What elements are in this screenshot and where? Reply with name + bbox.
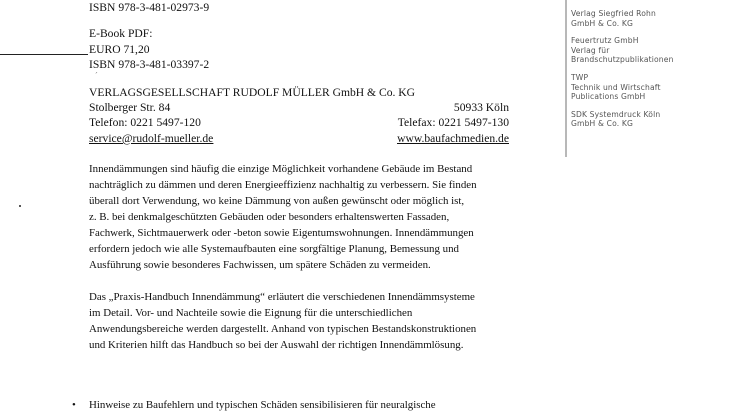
sidebar-line: GmbH & Co. KG bbox=[571, 18, 634, 28]
paragraph-line: nachträglich zu dämmen und deren Energieeffizienz nachhaltig zu verbessern. Sie finden bbox=[89, 179, 477, 192]
paragraph-line: überall dort Verwendung, wo keine Dämmung von außen gewünscht oder möglich ist, bbox=[89, 195, 465, 208]
publisher-name: VERLAGSGESELLSCHAFT RUDOLF MÜLLER GmbH & Co. KG bbox=[89, 85, 416, 99]
bullet-marker: • bbox=[72, 399, 76, 411]
sidebar-line: Verlag für bbox=[571, 45, 610, 55]
isbn-pdf: ISBN 978-3-481-03397-2 bbox=[89, 58, 210, 72]
bullet-item bbox=[72, 397, 532, 413]
publisher-city: 50933 Köln bbox=[453, 101, 509, 115]
sidebar-line: TWP bbox=[571, 72, 589, 82]
paragraph-line: erfordern jedoch wie alle Systemaufbauten eine sorgfältige Planung, Bemessung und bbox=[89, 243, 459, 256]
publisher-fax: Telefax: 0221 5497-130 bbox=[397, 116, 509, 130]
paragraph-line: Anwendungsbereiche werden dargestellt. Anhand von typischen Bestandskonstruktionen bbox=[89, 323, 477, 336]
left-margin-dot bbox=[19, 205, 21, 207]
sidebar-line: Feuertrutz GmbH bbox=[571, 36, 639, 46]
description-paragraph bbox=[89, 289, 509, 353]
publisher-street: Stolberger Str. 84 bbox=[89, 101, 171, 115]
paragraph-line: Ausführung sowie besonderes Fachwissen, um spätere Schäden zu vermeiden. bbox=[89, 259, 431, 272]
paragraph-line: Innendämmungen sind häufig die einzige Möglichkeit vorhandene Gebäude im Bestand bbox=[89, 163, 473, 176]
sidebar-entry-sdk bbox=[571, 110, 725, 129]
ebook-price: EURO 71,20 bbox=[89, 42, 150, 56]
publisher-website-link[interactable]: www.baufachmedien.de bbox=[397, 131, 509, 145]
isbn-print: ISBN 978-3-481-02973-9 bbox=[89, 1, 210, 14]
paragraph-line: im Detail. Vor- und Nachteile sowie die Eignung für die unterschiedlichen bbox=[89, 307, 413, 320]
sidebar-line: Brandschutzpublikationen bbox=[571, 55, 674, 65]
sidebar-line: Technik und Wirtschaft bbox=[571, 82, 661, 92]
paragraph-line: Fachwerk, Sichtmauerwerk oder -beton sowie Eigentumswohnungen. Innendämmungen bbox=[89, 227, 474, 240]
paragraph-line: z. B. bei denkmalgeschützten Gebäuden oder besonders erhaltenswerten Fassaden, bbox=[89, 211, 450, 224]
publisher-phone: Telefon: 0221 5497-120 bbox=[89, 116, 201, 130]
tick-mark: ´ bbox=[95, 70, 98, 80]
left-margin-rule bbox=[0, 54, 88, 55]
bullet-text: Hinweise zu Baufehlern und typischen Schäden sensibilisieren für neuralgische bbox=[89, 399, 436, 411]
sidebar-entry-feuertrutz bbox=[571, 36, 725, 65]
sidebar-entry-rohn bbox=[571, 9, 725, 28]
publisher-contact-row bbox=[89, 115, 509, 130]
main-column bbox=[89, 0, 509, 353]
paragraph-line: Das „Praxis-Handbuch Innendämmung“ erläutert die verschiedenen Innendämmsysteme bbox=[89, 291, 475, 304]
paragraph-line: und Kriterien hilft das Handbuch so bei der Auswahl der richtigen Innendämmlösung. bbox=[89, 339, 464, 352]
publisher-address-row bbox=[89, 100, 509, 115]
sidebar-entry-twp bbox=[571, 73, 725, 102]
sidebar-line: Publications GmbH bbox=[571, 92, 646, 102]
sidebar-line: GmbH & Co. KG bbox=[571, 119, 634, 129]
publisher-email-link[interactable]: service@rudolf-mueller.de bbox=[89, 131, 214, 145]
publisher-links-row bbox=[89, 131, 509, 146]
intro-paragraph bbox=[89, 161, 509, 273]
sidebar-line: Verlag Siegfried Rohn bbox=[571, 9, 656, 18]
sidebar-line: SDK Systemdruck Köln bbox=[571, 109, 661, 119]
publisher-group-sidebar bbox=[565, 0, 725, 157]
ebook-label: E-Book PDF: bbox=[89, 27, 153, 41]
